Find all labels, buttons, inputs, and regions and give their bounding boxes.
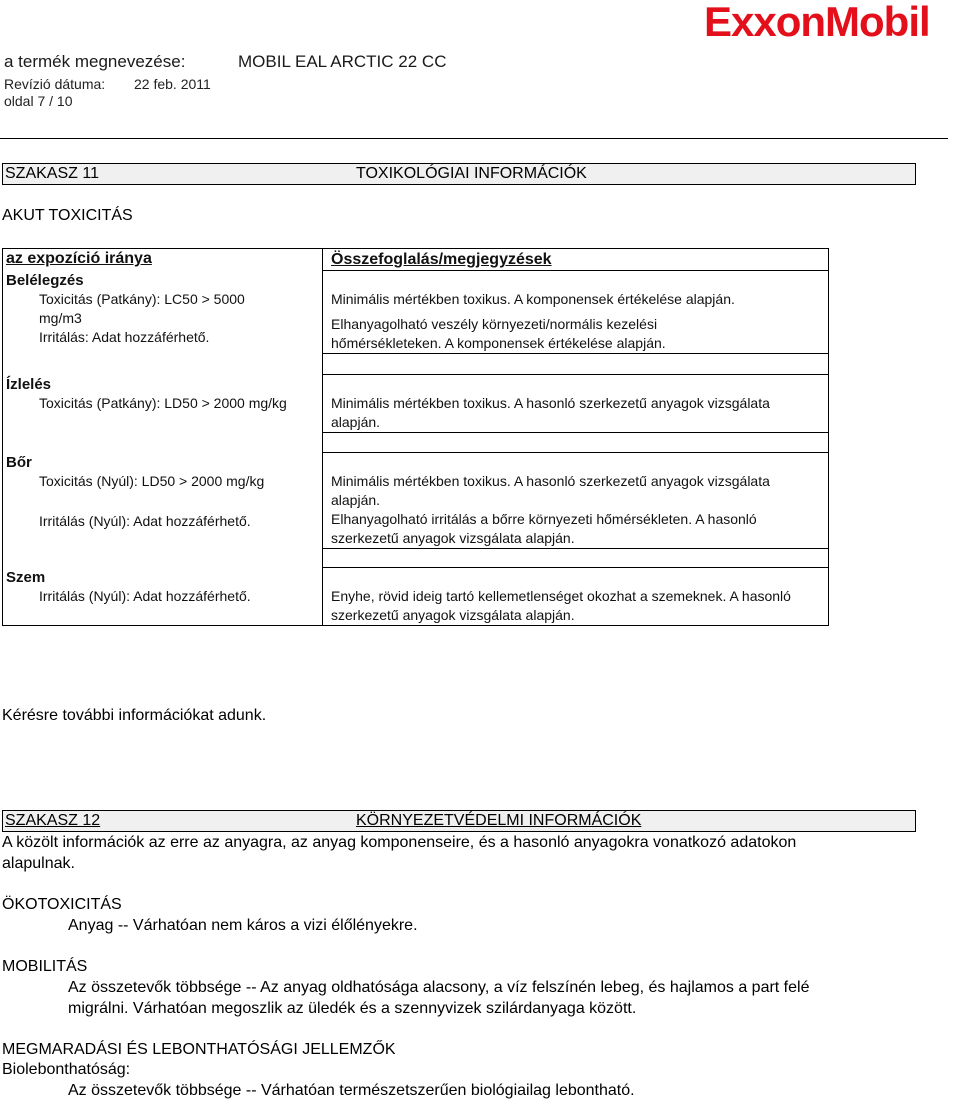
ingestion-toxicity-note: Minimális mértékben toxikus. A hasonló szerkezetű anyagok vizsgálata alapján. bbox=[331, 395, 770, 430]
page-number: oldal 7 / 10 bbox=[4, 93, 73, 109]
skin-irritation: Irritálás (Nyúl): Adat hozzáférhető. bbox=[39, 512, 251, 529]
section-12-number: SZAKASZ 12 bbox=[5, 812, 101, 829]
section-11-number: SZAKASZ 11 bbox=[5, 165, 99, 182]
inhalation-group: Belélegzés bbox=[6, 271, 84, 289]
acute-toxicity-table bbox=[2, 248, 829, 626]
ecotoxicity-heading: ÖKOTOXICITÁS bbox=[2, 896, 122, 913]
inhalation-irritation-note: Elhanyagolható veszély környezeti/normális kezelési hőmérsékleteken. A komponensek értékelése alapján. bbox=[331, 316, 666, 351]
biodegradability-text: Az összetevők többsége -- Várhatóan természetszerűen biológiailag lebontható. bbox=[68, 1082, 635, 1099]
section-12-title: KÖRNYEZETVÉDELMI INFORMÁCIÓK bbox=[356, 812, 642, 829]
exposure-route-header: az expozíció iránya bbox=[6, 250, 152, 267]
acute-toxicity-heading: AKUT TOXICITÁS bbox=[2, 207, 133, 224]
mobility-line1: Az összetevők többsége -- Az anyag oldhatósága alacsony, a víz felszínén lebeg, és hajlamos a part felé bbox=[68, 979, 810, 996]
persistence-heading: MEGMARADÁSI ÉS LEBONTHATÓSÁGI JELLEMZŐK bbox=[2, 1041, 396, 1058]
section-11-bar bbox=[2, 163, 916, 185]
product-label: a termék megnevezése: bbox=[4, 52, 186, 71]
section-12-intro-line1: A közölt információk az erre az anyagra, az anyag komponenseire, és a hasonló anyagokra vonatkozó adatokon bbox=[2, 834, 797, 851]
skin-group: Bőr bbox=[6, 453, 32, 471]
inhalation-toxicity-note: Minimális mértékben toxikus. A komponensek értékelése alapján. bbox=[331, 291, 735, 307]
mobility-line2: migrálni. Várhatóan megoszlik az üledék és a szennyvizek szilárdanyaga között. bbox=[68, 1000, 637, 1017]
inhalation-toxicity: Toxicitás (Patkány): LC50 > 5000 mg/m3 bbox=[39, 290, 245, 326]
biodegradability-heading: Biolebonthatóság: bbox=[2, 1061, 131, 1078]
ecotoxicity-text: Anyag -- Várhatóan nem káros a vizi élőlényekre. bbox=[68, 917, 418, 934]
revision-date: 22 feb. 2011 bbox=[134, 76, 211, 92]
exxonmobil-logo: ExxonMobil bbox=[704, 0, 930, 45]
mobility-heading: MOBILITÁS bbox=[2, 958, 88, 975]
eye-irritation: Irritálás (Nyúl): Adat hozzáférhető. bbox=[39, 587, 251, 604]
section-11-title: TOXIKOLÓGIAI INFORMÁCIÓK bbox=[356, 165, 587, 182]
section-12-bar bbox=[2, 810, 916, 832]
product-name: MOBIL EAL ARCTIC 22 CC bbox=[238, 52, 447, 71]
more-info-text: Kérésre további információkat adunk. bbox=[2, 707, 267, 724]
summary-header: Összefoglalás/megjegyzések bbox=[331, 251, 552, 268]
revision-label: Revízió dátuma: bbox=[4, 76, 106, 92]
inhalation-irritation: Irritálás: Adat hozzáférhető. bbox=[39, 328, 210, 345]
eye-group: Szem bbox=[6, 568, 46, 586]
eye-irritation-note: Enyhe, rövid ideig tartó kellemetlenséget okozhat a szemeknek. A hasonló szerkezetű anyagok vizsgálata alapján. bbox=[331, 588, 791, 623]
header-rule bbox=[0, 138, 948, 139]
skin-toxicity: Toxicitás (Nyúl): LD50 > 2000 mg/kg bbox=[39, 472, 265, 489]
section-12-intro-line2: alapulnak. bbox=[2, 855, 75, 872]
skin-irritation-note: Elhanyagolható irritálás a bőrre környezeti hőmérsékleten. A hasonló szerkezetű anyagok vizsgálata alapján. bbox=[331, 511, 757, 546]
skin-toxicity-note: Minimális mértékben toxikus. A hasonló szerkezetű anyagok vizsgálata alapján. bbox=[331, 473, 770, 508]
ingestion-toxicity: Toxicitás (Patkány): LD50 > 2000 mg/kg bbox=[39, 394, 287, 411]
ingestion-group: Ízlelés bbox=[6, 375, 52, 393]
